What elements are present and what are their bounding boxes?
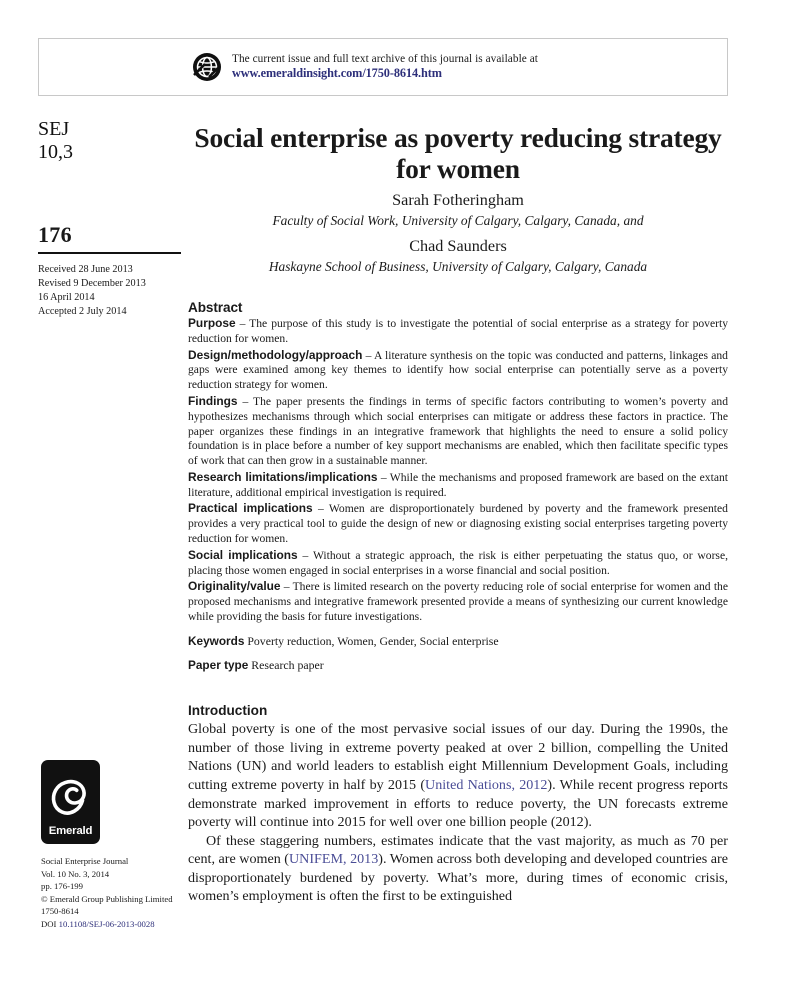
- abstract-entry-research-limitations: [188, 470, 728, 501]
- archive-banner-text: [232, 52, 538, 82]
- abstract-dash-4: –: [312, 502, 329, 516]
- journal-abbreviation: [38, 118, 184, 164]
- abstract-dash-5: –: [297, 548, 313, 562]
- abstract-heading: Abstract: [188, 300, 243, 316]
- abstract-entry-practical-implications: [188, 501, 728, 546]
- abstract-label-research-limitations: Research limitations/implications: [188, 469, 378, 484]
- emerald-logo: [41, 760, 100, 844]
- paper-type-label: Paper type: [188, 658, 249, 673]
- globe-icon: [191, 51, 223, 83]
- abstract-dash-0: –: [235, 317, 250, 331]
- abstract-entry-purpose: [188, 316, 728, 347]
- introduction-paragraph-2: [188, 832, 728, 906]
- archive-note: The current issue and full text archive of this journal is available at: [232, 52, 538, 65]
- abstract-label-findings: Findings: [188, 394, 238, 408]
- page-title: Social enterprise as poverty reducing strategy for women: [194, 122, 722, 185]
- abstract-entry-design: [188, 348, 728, 393]
- intro-p1-text-a: Global poverty is one of the most pervasive social issues of our day. During the 1990s, the number of those living in extreme poverty peaked at over 2 billion, compelling the United Nations (UN) and world leaders to establish eight Millennium Development Goals, including cutting extreme poverty in half by 2015 (: [188, 721, 728, 793]
- abstract-section: [188, 300, 728, 673]
- paper-type-value: Research paper: [251, 658, 324, 673]
- page-number: 176: [38, 222, 72, 248]
- history-accepted: Accepted 2 July 2014: [38, 305, 127, 317]
- introduction-heading: Introduction: [188, 703, 268, 719]
- abstract-text-findings: The paper presents the findings in terms of specific factors contributing to women’s poverty and hypothesizes mechanisms through which social enterprises can mitigate or address these factors in practice. The paper organizes these findings in an integrative framework that highlights the need to ensure a solid policy foundation is in place before a number of key support mechanisms are enabled, which then facilitate specific types of work that can then grow in a sustainable manner.: [188, 395, 728, 468]
- keywords-line: [188, 634, 728, 649]
- abstract-text-practical-implications: Women are disproportionately burdened by poverty and the framework presented provides a very practical tool to guide the design of new or diagnosing existing social enterprises targeting poverty reduction for women.: [188, 502, 728, 546]
- archive-url-link[interactable]: www.emeraldinsight.com/1750-8614.htm: [232, 66, 442, 81]
- abstract-entry-social-implications: [188, 548, 728, 579]
- abstract-text-purpose: The purpose of this study is to investigate the potential of social enterprise as a strategy for poverty reduction for women.: [188, 317, 728, 345]
- emerald-imprint-block: [41, 760, 187, 930]
- imprint-journal-name: Social Enterprise Journal: [41, 856, 129, 866]
- intro-p2-text-b: ). Women across both developing and developed countries are disproportionately burdened by poverty. What’s more, during times of economic crisis, women’s employment is often the first to be extinguished: [188, 851, 728, 905]
- author-affiliation-1: Faculty of Social Work, University of Calgary, Calgary, Canada, and: [272, 213, 644, 229]
- imprint-details: [41, 855, 187, 930]
- authors-block: [188, 190, 728, 275]
- imprint-pages: pp. 176-199: [41, 881, 83, 892]
- abstract-label-purpose: Purpose: [188, 316, 236, 331]
- journal-abbrev-code: SEJ: [38, 118, 70, 140]
- left-rail: [38, 118, 184, 319]
- intro-p2-text-a: Of these staggering numbers, estimates indicate that the vast majority, as much as 70 per cent, are women (: [188, 832, 728, 868]
- introduction-section: [188, 703, 728, 905]
- abstract-label-social-implications: Social implications: [188, 547, 298, 562]
- abstract-entry-originality: [188, 579, 728, 624]
- emerald-spiral-icon: [49, 767, 92, 824]
- citation-united-nations[interactable]: United Nations, 2012: [425, 776, 548, 793]
- imprint-doi-label: DOI: [41, 918, 57, 929]
- paper-type-line: [188, 658, 728, 673]
- main-column: [188, 122, 728, 906]
- journal-volume-issue: 10,3: [38, 141, 73, 164]
- history-revised: Revised 9 December 2013: [38, 278, 146, 290]
- archive-banner-content: [191, 51, 538, 83]
- imprint-doi: [41, 918, 187, 931]
- author-name-1: Sarah Fotheringham: [392, 191, 524, 210]
- author-name-2: Chad Saunders: [409, 236, 507, 255]
- abstract-entry-findings: [188, 394, 728, 469]
- abstract-dash-3: –: [377, 470, 390, 484]
- abstract-text-design: A literature synthesis on the topic was conducted and patterns, linkages and gaps were examined among key themes to identify how social enterprise can potentially serve as a poverty reduction strategy for women.: [188, 348, 728, 392]
- archive-banner: [38, 38, 728, 96]
- abstract-label-design: Design/methodology/approach: [188, 347, 363, 362]
- abstract-dash-6: –: [280, 580, 293, 594]
- history-received: Received 28 June 2013: [38, 264, 133, 276]
- introduction-paragraph-1: [188, 720, 728, 831]
- imprint-doi-value[interactable]: 10.1108/SEJ-06-2013-0028: [58, 918, 155, 929]
- keywords-label: Keywords: [188, 633, 245, 648]
- imprint-vol-issue: Vol. 10 No. 3, 2014: [41, 868, 110, 879]
- history-revised-2: 16 April 2014: [38, 292, 95, 303]
- article-history: [38, 263, 184, 318]
- abstract-dash-2: –: [237, 395, 254, 408]
- imprint-publisher: © Emerald Group Publishing Limited: [41, 893, 173, 904]
- abstract-label-originality: Originality/value: [188, 579, 281, 594]
- folio-divider: [38, 252, 181, 254]
- keywords-value: Poverty reduction, Women, Gender, Social enterprise: [247, 633, 499, 648]
- intro-p1-text-b: ). While recent progress reports demonstrate marked improvement in efforts to reduce poverty, the UN forecasts extreme poverty will continue into 2015 for well over one billion people (2012).: [188, 776, 729, 831]
- author-affiliation-2: Haskayne School of Business, University of Calgary, Calgary, Canada: [268, 258, 648, 274]
- abstract-dash-1: –: [362, 348, 375, 362]
- abstract-label-practical-implications: Practical implications: [188, 501, 313, 516]
- emerald-wordmark: Emerald: [48, 825, 93, 837]
- imprint-issn: 1750-8614: [41, 906, 79, 917]
- abstract-text-originality: There is limited research on the poverty reducing role of social enterprise for women and the proposed mechanisms and integrative framework presented provide a means of synthesizing our current knowledge while providing the basis for future investigations.: [188, 580, 729, 623]
- abstract-text-social-implications: Without a strategic approach, the risk is either perpetuating the status quo, or worse, placing those women engaged in social enterprises in a worse financial and social position.: [188, 548, 728, 577]
- citation-unifem[interactable]: UNIFEM, 2013: [288, 851, 379, 868]
- abstract-text-research-limitations: While the mechanisms and proposed framework are based on the extant literature, additional empirical investigation is required.: [188, 470, 728, 499]
